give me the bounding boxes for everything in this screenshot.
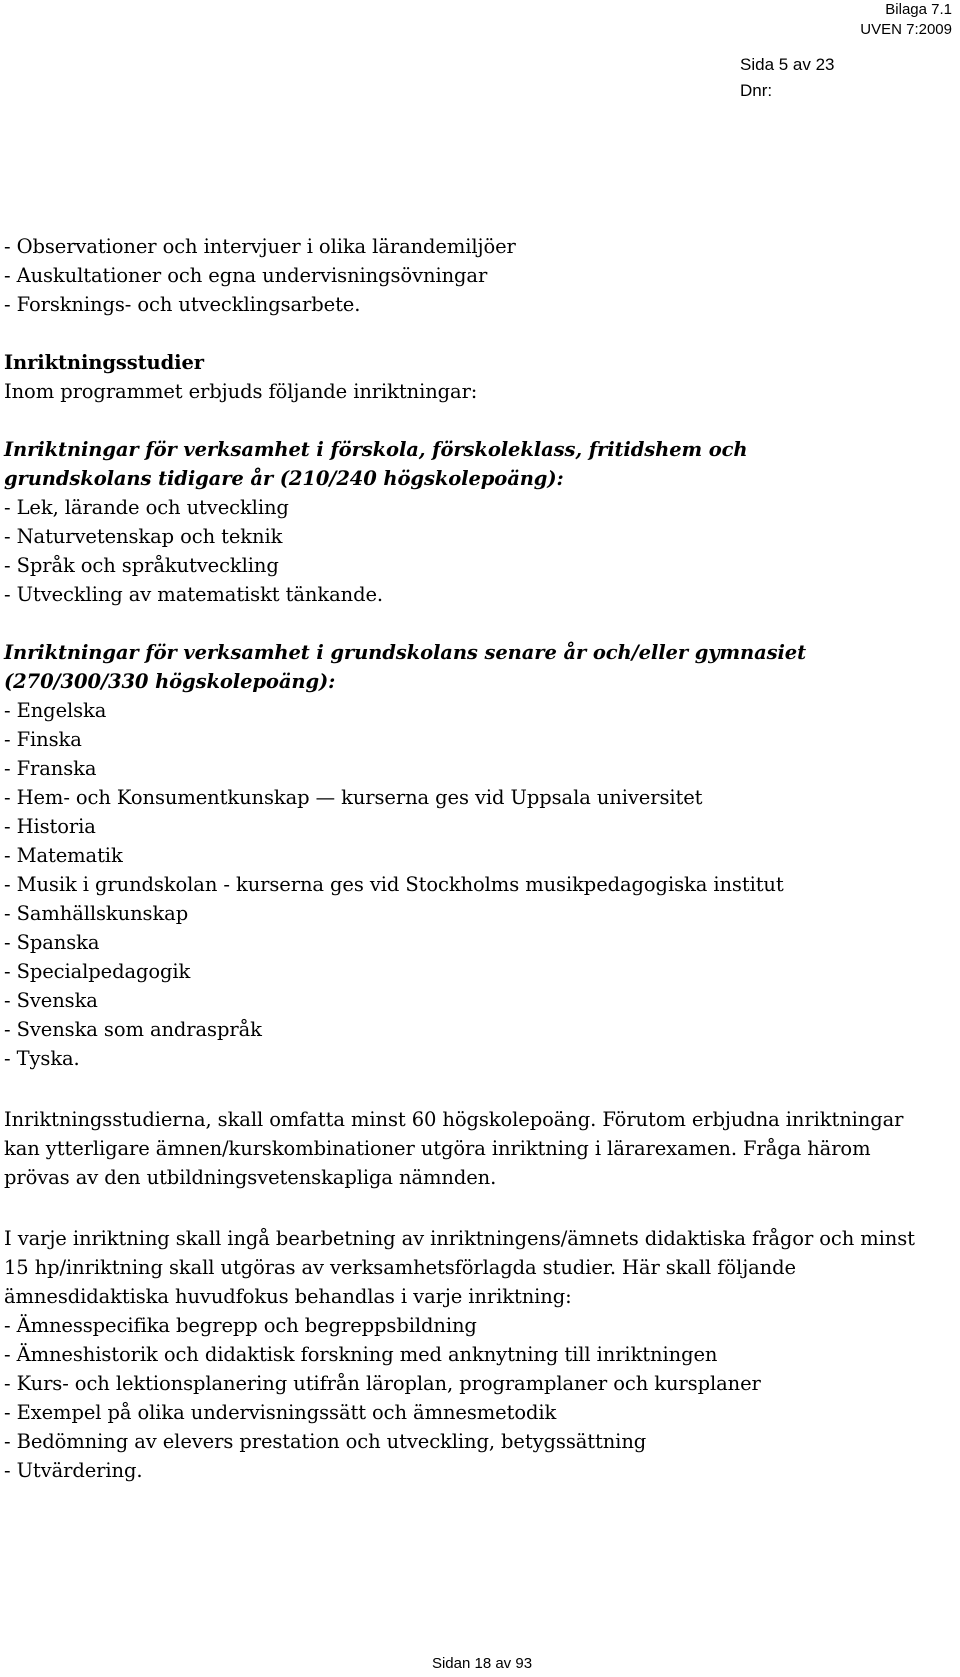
paragraph-didaktik [4, 1224, 954, 1485]
list-item: - Lek, lärande och utveckling [4, 496, 289, 519]
intro-list [4, 232, 954, 319]
paragraph-line: ämnesdidaktiska huvudfokus behandlas i varje inriktning: [4, 1285, 572, 1308]
group-heading: Inriktningar för verksamhet i grundskolans senare år och/eller gymnasiet [4, 641, 807, 664]
list-item: - Musik i grundskolan - kurserna ges vid Stockholms musikpedagogiska institut [4, 873, 784, 896]
list-item: - Ämneshistorik och didaktisk forskning med anknytning till inriktningen [4, 1343, 718, 1366]
section-heading: Inriktningsstudier [4, 351, 204, 374]
group-heading: (270/300/330 högskolepoäng): [4, 670, 336, 693]
list-item: - Historia [4, 815, 96, 838]
group-forskola [4, 435, 954, 609]
list-item: - Svenska som andraspråk [4, 1018, 262, 1041]
list-item: - Observationer och intervjuer i olika lärandemiljöer [4, 235, 516, 258]
paragraph-omfattning [4, 1105, 954, 1192]
list-item: - Språk och språkutveckling [4, 554, 279, 577]
inriktning-section [4, 348, 954, 406]
page-footer [0, 1656, 960, 1671]
group-heading: Inriktningar för verksamhet i förskola, förskoleklass, fritidshem och [4, 438, 748, 461]
list-item: - Tyska. [4, 1047, 80, 1070]
bilaga-label: Bilaga 7.1 [885, 1, 952, 18]
paragraph-line: prövas av den utbildningsvetenskapliga nämnden. [4, 1166, 497, 1189]
paragraph-line: Inriktningsstudierna, skall omfatta minst 60 högskolepoäng. Förutom erbjudna inriktningar [4, 1108, 904, 1131]
list-item: - Bedömning av elevers prestation och utveckling, betygssättning [4, 1430, 647, 1453]
list-item: - Ämnesspecifika begrepp och begreppsbildning [4, 1314, 477, 1337]
footer-page-number: Sidan 18 av 93 [431, 1655, 533, 1672]
dnr-label: Dnr: [740, 81, 773, 100]
list-item: - Matematik [4, 844, 123, 867]
list-item: - Naturvetenskap och teknik [4, 525, 283, 548]
list-item: - Utveckling av matematiskt tänkande. [4, 583, 383, 606]
list-item: - Samhällskunskap [4, 902, 189, 925]
paragraph-line: I varje inriktning skall ingå bearbetning av inriktningens/ämnets didaktiska frågor och minst [4, 1227, 915, 1250]
list-item: - Specialpedagogik [4, 960, 191, 983]
list-item: - Exempel på olika undervisningssätt och ämnesmetodik [4, 1401, 557, 1424]
group-heading: grundskolans tidigare år (210/240 högskolepoäng): [4, 467, 564, 490]
group-grundskola-gymnasiet [4, 638, 954, 1073]
list-item: - Svenska [4, 989, 98, 1012]
uven-label: UVEN 7:2009 [860, 21, 952, 38]
list-item: - Auskultationer och egna undervisningsövningar [4, 264, 488, 287]
list-item: - Engelska [4, 699, 107, 722]
sida-label: Sida 5 av 23 [740, 55, 835, 74]
list-item: - Spanska [4, 931, 100, 954]
document-body [4, 232, 954, 1485]
list-item: - Utvärdering. [4, 1459, 143, 1482]
list-item: - Hem- och Konsumentkunskap — kurserna ges vid Uppsala universitet [4, 786, 703, 809]
list-item: - Kurs- och lektionsplanering utifrån läroplan, programplaner och kursplaner [4, 1372, 761, 1395]
list-item: - Franska [4, 757, 97, 780]
paragraph-line: 15 hp/inriktning skall utgöras av verksamhetsförlagda studier. Här skall följande [4, 1256, 796, 1279]
list-item: - Finska [4, 728, 82, 751]
section-lead: Inom programmet erbjuds följande inriktningar: [4, 380, 478, 403]
paragraph-line: kan ytterligare ämnen/kurskombinationer utgöra inriktning i lärarexamen. Fråga härom [4, 1137, 871, 1160]
list-item: - Forsknings- och utvecklingsarbete. [4, 293, 361, 316]
